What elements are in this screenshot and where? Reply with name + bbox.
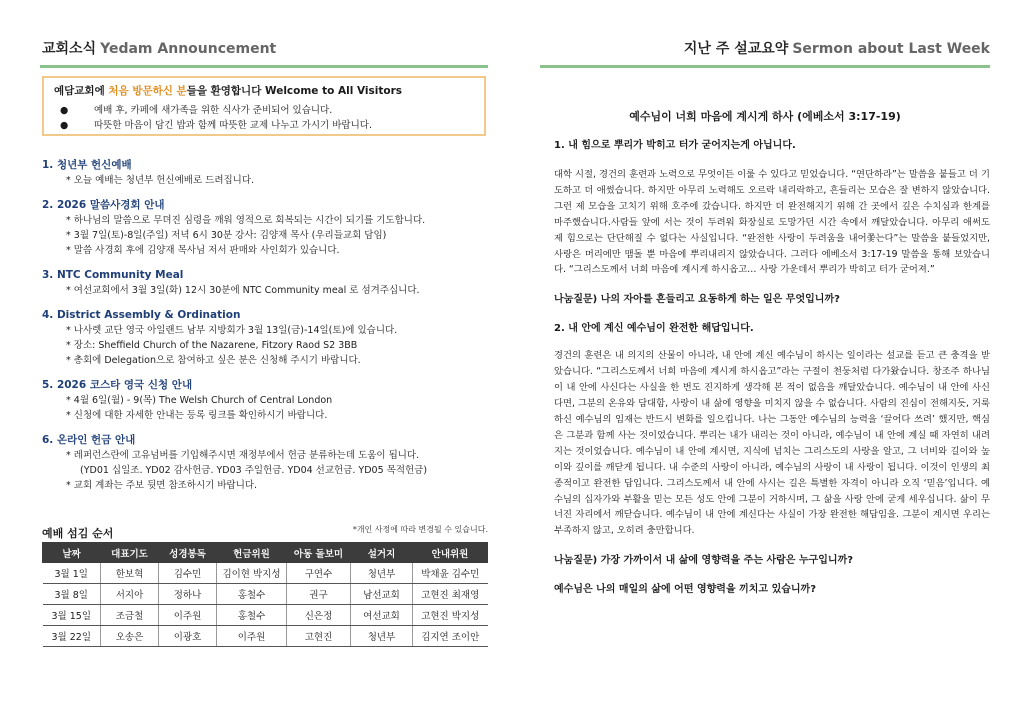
notice-line: (YD01 십일조. YD02 감사헌금. YD03 주일헌금. YD04 선교헌금. YD05 목적헌금): [80, 465, 428, 476]
table-cell: 고현진 최재영: [413, 584, 488, 605]
table-cell: 권구: [287, 584, 351, 605]
table-cell: 3월 8일: [43, 584, 101, 605]
table-cell: 남선교회: [351, 584, 413, 605]
announcement-title-ko: 교회소식: [42, 41, 97, 57]
welcome-box: [42, 76, 486, 136]
sermon-header-title-en: Sermon about Last Week: [792, 41, 990, 57]
table-cell: 구연수: [287, 563, 351, 584]
notice-line: * 장소: Sheffield Church of the Nazarene, Fitzory Raod S2 3BB: [66, 340, 358, 351]
announcement-title: [42, 38, 276, 58]
notice-item: [42, 433, 488, 493]
table-cell: 이주원: [217, 626, 287, 647]
table-cell: 홍철수: [217, 584, 287, 605]
notice-line: * 교회 계좌는 주보 뒷면 참조하시기 바랍니다.: [66, 480, 258, 491]
table-cell: 김지연 조이안: [413, 626, 488, 647]
announcement-page: [40, 0, 488, 724]
welcome-prefix: 예담교회에: [54, 85, 109, 97]
table-cell: 3월 22일: [43, 626, 101, 647]
table-cell: 여선교회: [351, 605, 413, 626]
column-header: 아동 돌보미: [287, 543, 351, 563]
sermon-point-heading: 2. 내 안에 계신 예수님이 완전한 해답입니다.: [554, 323, 754, 335]
table-row: [43, 563, 488, 584]
column-header: 안내위원: [413, 543, 488, 563]
column-header: 성경봉독: [159, 543, 217, 563]
sermon-title: 예수님이 너희 마음에 계시게 하사 (에베소서 3:17-19): [629, 110, 901, 123]
sermon-page: [540, 0, 990, 724]
sermon-paragraph: 대학 시절, 경건의 훈련과 노력으로 무엇이든 이룰 수 있다고 믿었습니다. “연단하라”는 말씀을 붙들고 더 기도하고 더 애썼습니다. 하지만 아무리 노력해도 오르락 내리락하고, 흔들리는 모습은 잘 변하지 않았습니다. 그런 제 모습을 고치기 위해 호주에 갔습니다. 하지만 더 완전해지기 위해 간 곳에서 깊은 수치심과 한계를 마주했습니다.사람들 앞에 서는 것이 두려워 화장실로 도망가던 시간 속에서 깨달았습니다. 아무리 애써도 제 힘으로는 단단해질 수 없다는 사실입니다. “완전한 사랑이 두려움을 내어쫓는다”는 말씀을 붙들었지만, 사랑은 머리에만 맴돌 뿐 마음에 뿌리내리지 않았습니다. 그러다 에베소서 3:17-19 말씀을 통해 보았습니다. “그리스도께서 너희 마음에 계시게 하시옵고… 사랑 가운데서 뿌리가 박히고 터가 굳어져.”: [554, 169, 990, 276]
sermon-body: [554, 138, 990, 597]
notice-title: 1. 청년부 헌신예배: [42, 159, 132, 171]
table-cell: 한보혁: [101, 563, 159, 584]
sermon-paragraph: 경건의 훈련은 내 의지의 산물이 아니라, 내 안에 계신 예수님이 하시는 일이라는 설교를 듣고 큰 충격을 받았습니다. “그리스도께서 너희 마음에 계시게 하시옵고”라는 구절이 천둥처럼 다가왔습니다. 창조주 하나님이 내 안에 사신다는 사실을 한 번도 진지하게 생각해 본 적이 없음을 깨달았습니다. 예수님이 내 안에 사신다면, 그분의 온유와 담대함, 사랑이 내 삶에 영향을 미치지 않을 수 없습니다. 사람의 진심이 전해지듯, 거룩하신 예수님의 임재는 반드시 변화를 일으킵니다. 나는 그동안 예수님의 능력을 ‘끌어다 쓰려’ 했지만, 핵심은 그분과 함께 사는 것이었습니다. 뿌리는 내가 내리는 것이 아니라, 예수님이 내 안에 계실 때 자연히 내려지는 것이었습니다. 예수님이 내 안에 계시면, 지식에 넘치는 그리스도의 사랑을 알고, 그 너비와 길이와 높이와 깊이를 깨닫게 됩니다. 내 수준의 사랑이 아니라, 예수님의 사랑이 내 사랑이 됩니다. 이것이 인생의 최종적이고 완전한 답입니다. 그리스도께서 내 안에 사시는 길은 특별한 자격이 아니라 오직 ‘믿음’입니다. 예수님의 십자가와 부활을 믿는 모든 성도 안에 그분이 거하시며, 그 삶을 사랑 안에 굳게 세우십니다. 삶이 무너진 자리에서 깨닫습니다. 예수님이 내 안에 계신다는 사실이 가장 완전한 해답임을. 그분이 계시면 우리는 부족하지 않고, 오히려 충만합니다.: [554, 350, 990, 537]
column-header: 날짜: [43, 543, 101, 563]
table-cell: 김수민: [159, 563, 217, 584]
table-cell: 청년부: [351, 563, 413, 584]
notice-line: * 신청에 대한 자세한 안내는 등록 링크를 확인하시기 바랍니다.: [66, 410, 328, 421]
service-order-note: *개인 사정에 따라 변경될 수 있습니다.: [352, 525, 488, 534]
notice-line: * 하나님의 말씀으로 무뎌진 심령을 깨워 영적으로 회복되는 시간이 되기를 기도합니다.: [66, 215, 426, 226]
table-cell: 조금철: [101, 605, 159, 626]
table-cell: 고현진: [287, 626, 351, 647]
service-order-table: [42, 542, 488, 647]
welcome-highlight: 처음 방문하신 분: [108, 85, 187, 97]
bullet-dot-icon: ●: [60, 105, 69, 116]
table-row: [43, 626, 488, 647]
welcome-bullet-text: 따뜻한 마음이 담긴 밥과 함께 따뜻한 교제 나누고 가시기 바랍니다.: [94, 120, 372, 131]
table-cell: 홍철수: [217, 605, 287, 626]
sermon-header-title-ko: 지난 주 설교요약: [683, 41, 789, 57]
table-row: [43, 584, 488, 605]
sermon-point-heading: 1. 내 힘으로 뿌리가 박히고 터가 굳어지는게 아닙니다.: [554, 140, 796, 151]
notice-line: * 레퍼런스란에 고유넘버를 기입해주시면 재정부에서 헌금 분류하는데 도움이 됩니다.: [66, 450, 420, 461]
notice-line: * 여선교회에서 3월 3일(화) 12시 30분에 NTC Community meal 로 섬겨주십니다.: [66, 285, 420, 296]
welcome-suffix: 들을 환영합니다 Welcome to All Visitors: [186, 85, 403, 97]
table-cell: 정하나: [159, 584, 217, 605]
sermon-header-title: [684, 38, 990, 58]
sharing-question: 나눔질문) 가장 가까이서 내 삶에 영향력을 주는 사람은 누구입니까?: [554, 555, 854, 567]
sermon-header: [540, 38, 990, 68]
notice-item: [42, 308, 488, 368]
sharing-question: 예수님은 나의 매일의 삶에 어떤 영향력을 끼치고 있습니까?: [554, 584, 817, 596]
notice-title: 6. 온라인 헌금 안내: [42, 434, 136, 446]
service-order-header: [42, 524, 488, 540]
notice-list: [42, 158, 488, 503]
column-header: 대표기도: [101, 543, 159, 563]
table-cell: 오송은: [101, 626, 159, 647]
table-header-row: [43, 543, 488, 563]
announcement-title-en: Yedam Announcement: [100, 41, 277, 57]
welcome-bullet: [54, 103, 474, 118]
welcome-heading: [54, 83, 474, 98]
notice-title: 5. 2026 코스타 영국 신청 안내: [42, 379, 193, 391]
table-cell: 청년부: [351, 626, 413, 647]
table-cell: 3월 15일: [43, 605, 101, 626]
notice-line: * 오늘 예배는 청년부 헌신예배로 드려집니다.: [66, 175, 255, 186]
service-order-title: 예배 섬김 순서: [42, 527, 114, 540]
announcement-header: [40, 38, 488, 68]
notice-line: * 4월 6일(월) - 9(목) The Welsh Church of Central London: [66, 395, 333, 406]
notice-title: 4. District Assembly & Ordination: [42, 309, 241, 321]
table-cell: 3월 1일: [43, 563, 101, 584]
table-cell: 서지아: [101, 584, 159, 605]
column-header: 헌금위원: [217, 543, 287, 563]
notice-item: [42, 158, 488, 188]
table-cell: 신은정: [287, 605, 351, 626]
table-cell: 고현진 박지성: [413, 605, 488, 626]
sharing-question: 나눔질문) 나의 자아를 흔들리고 요동하게 하는 일은 무엇입니까?: [554, 294, 840, 306]
notice-line: * 말씀 사경회 후에 김양재 목사님 저서 판매와 사인회가 있습니다.: [66, 245, 340, 256]
table-row: [43, 605, 488, 626]
notice-line: * 나사렛 교단 영국 아일랜드 남부 지방회가 3월 13일(금)-14일(토)에 있습니다.: [66, 325, 398, 336]
bullet-dot-icon: ●: [60, 120, 69, 131]
welcome-bullet: [54, 118, 474, 133]
column-header: 설거지: [351, 543, 413, 563]
notice-title: 2. 2026 말씀사경회 안내: [42, 199, 165, 211]
notice-line: * 총회에 Delegation으로 참여하고 싶은 분은 신청해 주시기 바랍니다.: [66, 355, 361, 366]
welcome-bullet-text: 예배 후, 카페에 새가족을 위한 식사가 준비되어 있습니다.: [94, 105, 333, 116]
notice-title: 3. NTC Community Meal: [42, 269, 184, 281]
notice-item: [42, 268, 488, 298]
table-cell: 이광호: [159, 626, 217, 647]
notice-item: [42, 378, 488, 423]
table-cell: 박채윤 김수민: [413, 563, 488, 584]
table-cell: 이주원: [159, 605, 217, 626]
notice-item: [42, 198, 488, 258]
table-cell: 김이현 박지성: [217, 563, 287, 584]
notice-line: * 3월 7일(토)-8일(주일) 저녁 6시 30분 강사: 김양재 목사 (우리들교회 담임): [66, 230, 387, 241]
